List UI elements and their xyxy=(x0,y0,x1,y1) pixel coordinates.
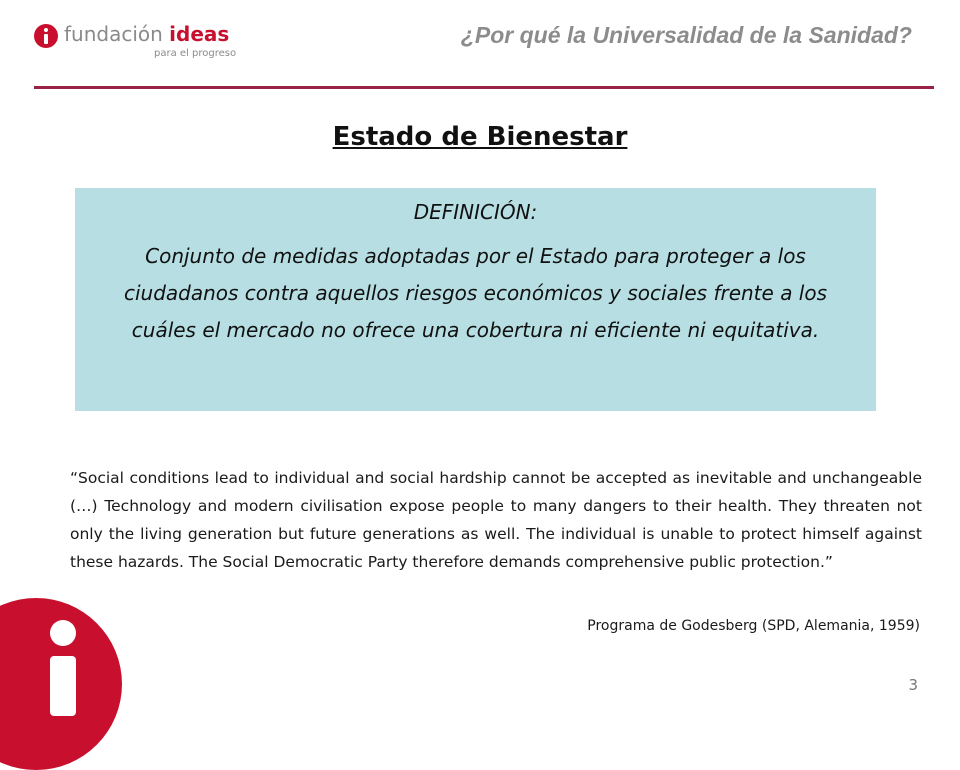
slide-title: Estado de Bienestar xyxy=(332,122,628,152)
logo-word-ideas: ideas xyxy=(169,22,230,46)
quote-text: “Social conditions lead to individual and social hardship cannot be accepted as inevitable and unchangeable (…) Technology and modern civilisation expose people to many dangers to their health. They threaten not only the living generation but future generations as well. The individual is unable to protect himself against these hazards. The Social Democratic Party therefore demands comprehensive public protection.” xyxy=(70,469,922,571)
page-number: 3 xyxy=(908,676,918,694)
definition-box xyxy=(75,188,876,411)
logo-wordmark xyxy=(64,22,229,46)
definition-text: Conjunto de medidas adoptadas por el Estado para proteger a los ciudadanos contra aquellos riesgos económicos y sociales frente a los cuáles el mercado no ofrece una cobertura ni eficiente ni equitativa. xyxy=(123,244,828,342)
logo-word-fundacion: fundación xyxy=(64,22,163,46)
fundacion-ideas-logo xyxy=(34,20,237,64)
header-divider xyxy=(34,86,934,89)
logo-tagline: para el progreso xyxy=(154,48,237,59)
quote-source: Programa de Godesberg (SPD, Alemania, 1959) xyxy=(587,618,920,634)
logo-i-icon xyxy=(34,24,58,48)
definition-label: DEFINICIÓN: xyxy=(413,200,538,224)
corner-i-icon xyxy=(0,598,122,770)
header-title: ¿Por qué la Universalidad de la Sanidad? xyxy=(460,22,912,48)
